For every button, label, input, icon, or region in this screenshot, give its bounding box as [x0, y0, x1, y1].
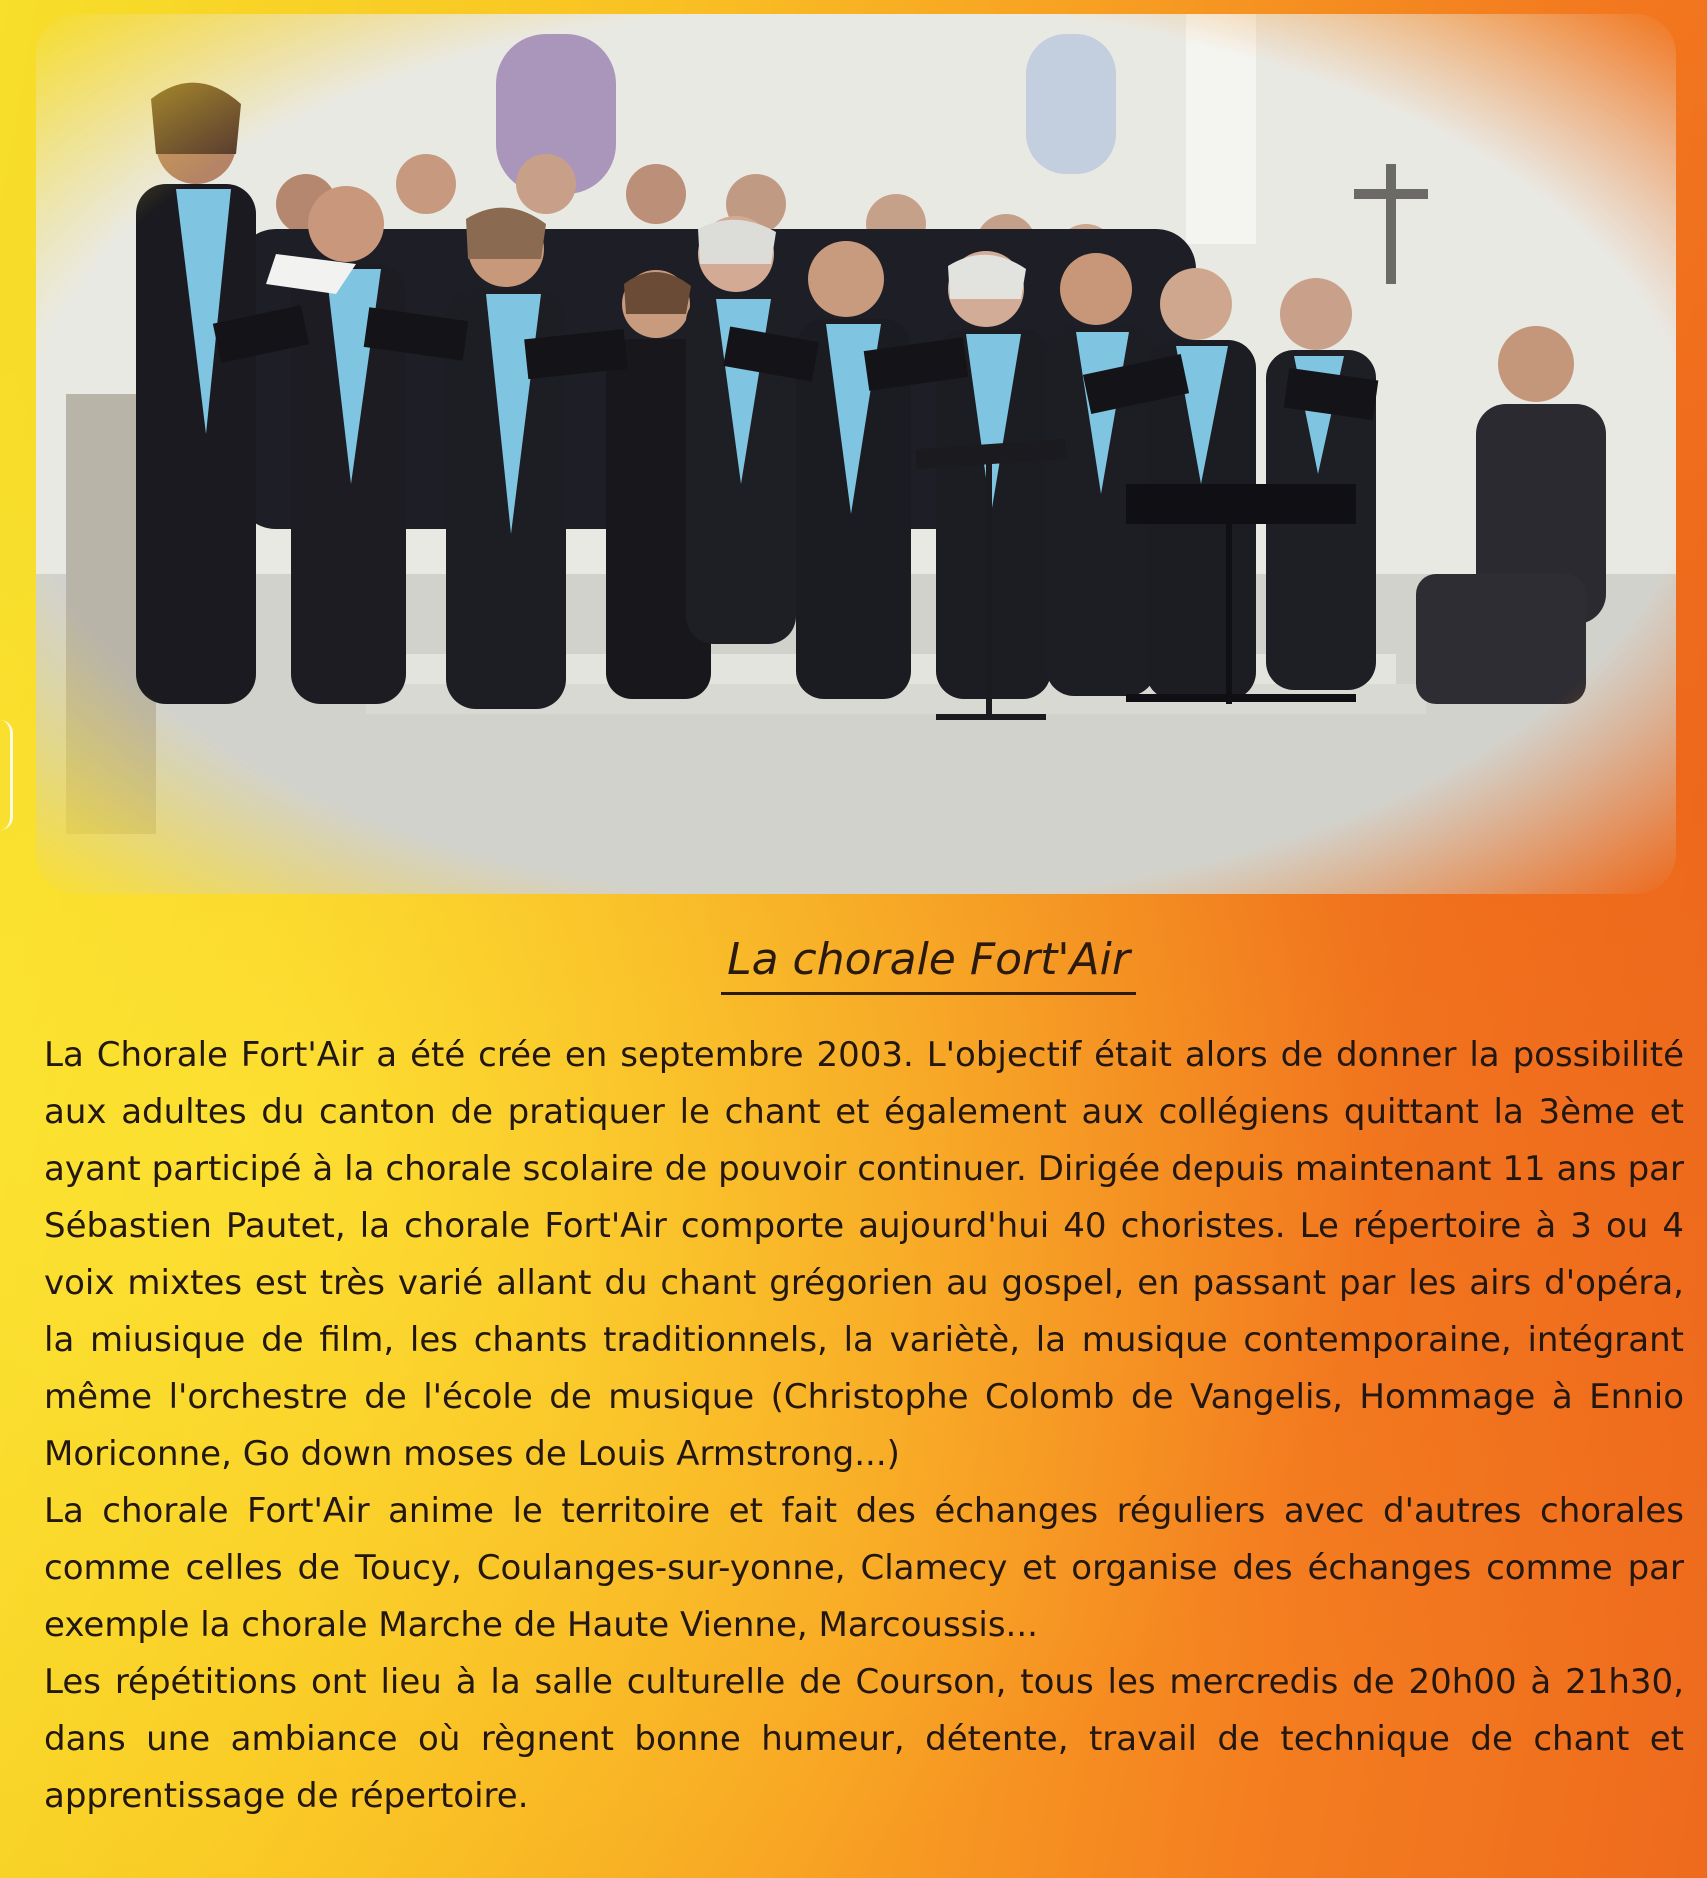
- article-body: [44, 1027, 1684, 1825]
- stained-glass-window: [1026, 34, 1116, 174]
- choir-illustration: [36, 14, 1676, 894]
- paragraph-rehearsals: Les répétitions ont lieu à la salle culturelle de Courson, tous les mercredis de 20h00 à 21h30, dans une ambiance où règnent bonne humeur, détente, travail de technique de chant et apprentissage de répertoire.: [44, 1662, 1684, 1816]
- page-title: La chorale Fort'Air: [0, 930, 1707, 995]
- paragraph-exchanges: La chorale Fort'Air anime le territoire et fait des échanges réguliers avec d'autres chorales comme celles de Toucy, Coulanges-sur-yonne, Clamecy et organise des échanges comme par exemple la chorale Marche de Haute Vienne, Marcoussis...: [44, 1491, 1684, 1645]
- choir-photo: [36, 14, 1676, 894]
- paragraph-history: La Chorale Fort'Air a été crée en septembre 2003. L'objectif était alors de donner la possibilité aux adultes du canton de pratiquer le chant et également aux collégiens quittant la 3ème et ayant participé à la chorale scolaire de pouvoir continuer. Dirigée depuis maintenant 11 ans par Sébastien Pautet, la chorale Fort'Air comporte aujourd'hui 40 choristes. Le répertoire à 3 ou 4 voix mixtes est très varié allant du chant grégorien au gospel, en passant par les airs d'opéra, la miusique de film, les chants traditionnels, la variètè, la musique contemporaine, intégrant même l'orchestre de l'école de musique (Christophe Colomb de Vangelis, Hommage à Ennio Moriconne, Go down moses de Louis Armstrong...): [44, 1035, 1684, 1474]
- edge-mark: [0, 720, 13, 830]
